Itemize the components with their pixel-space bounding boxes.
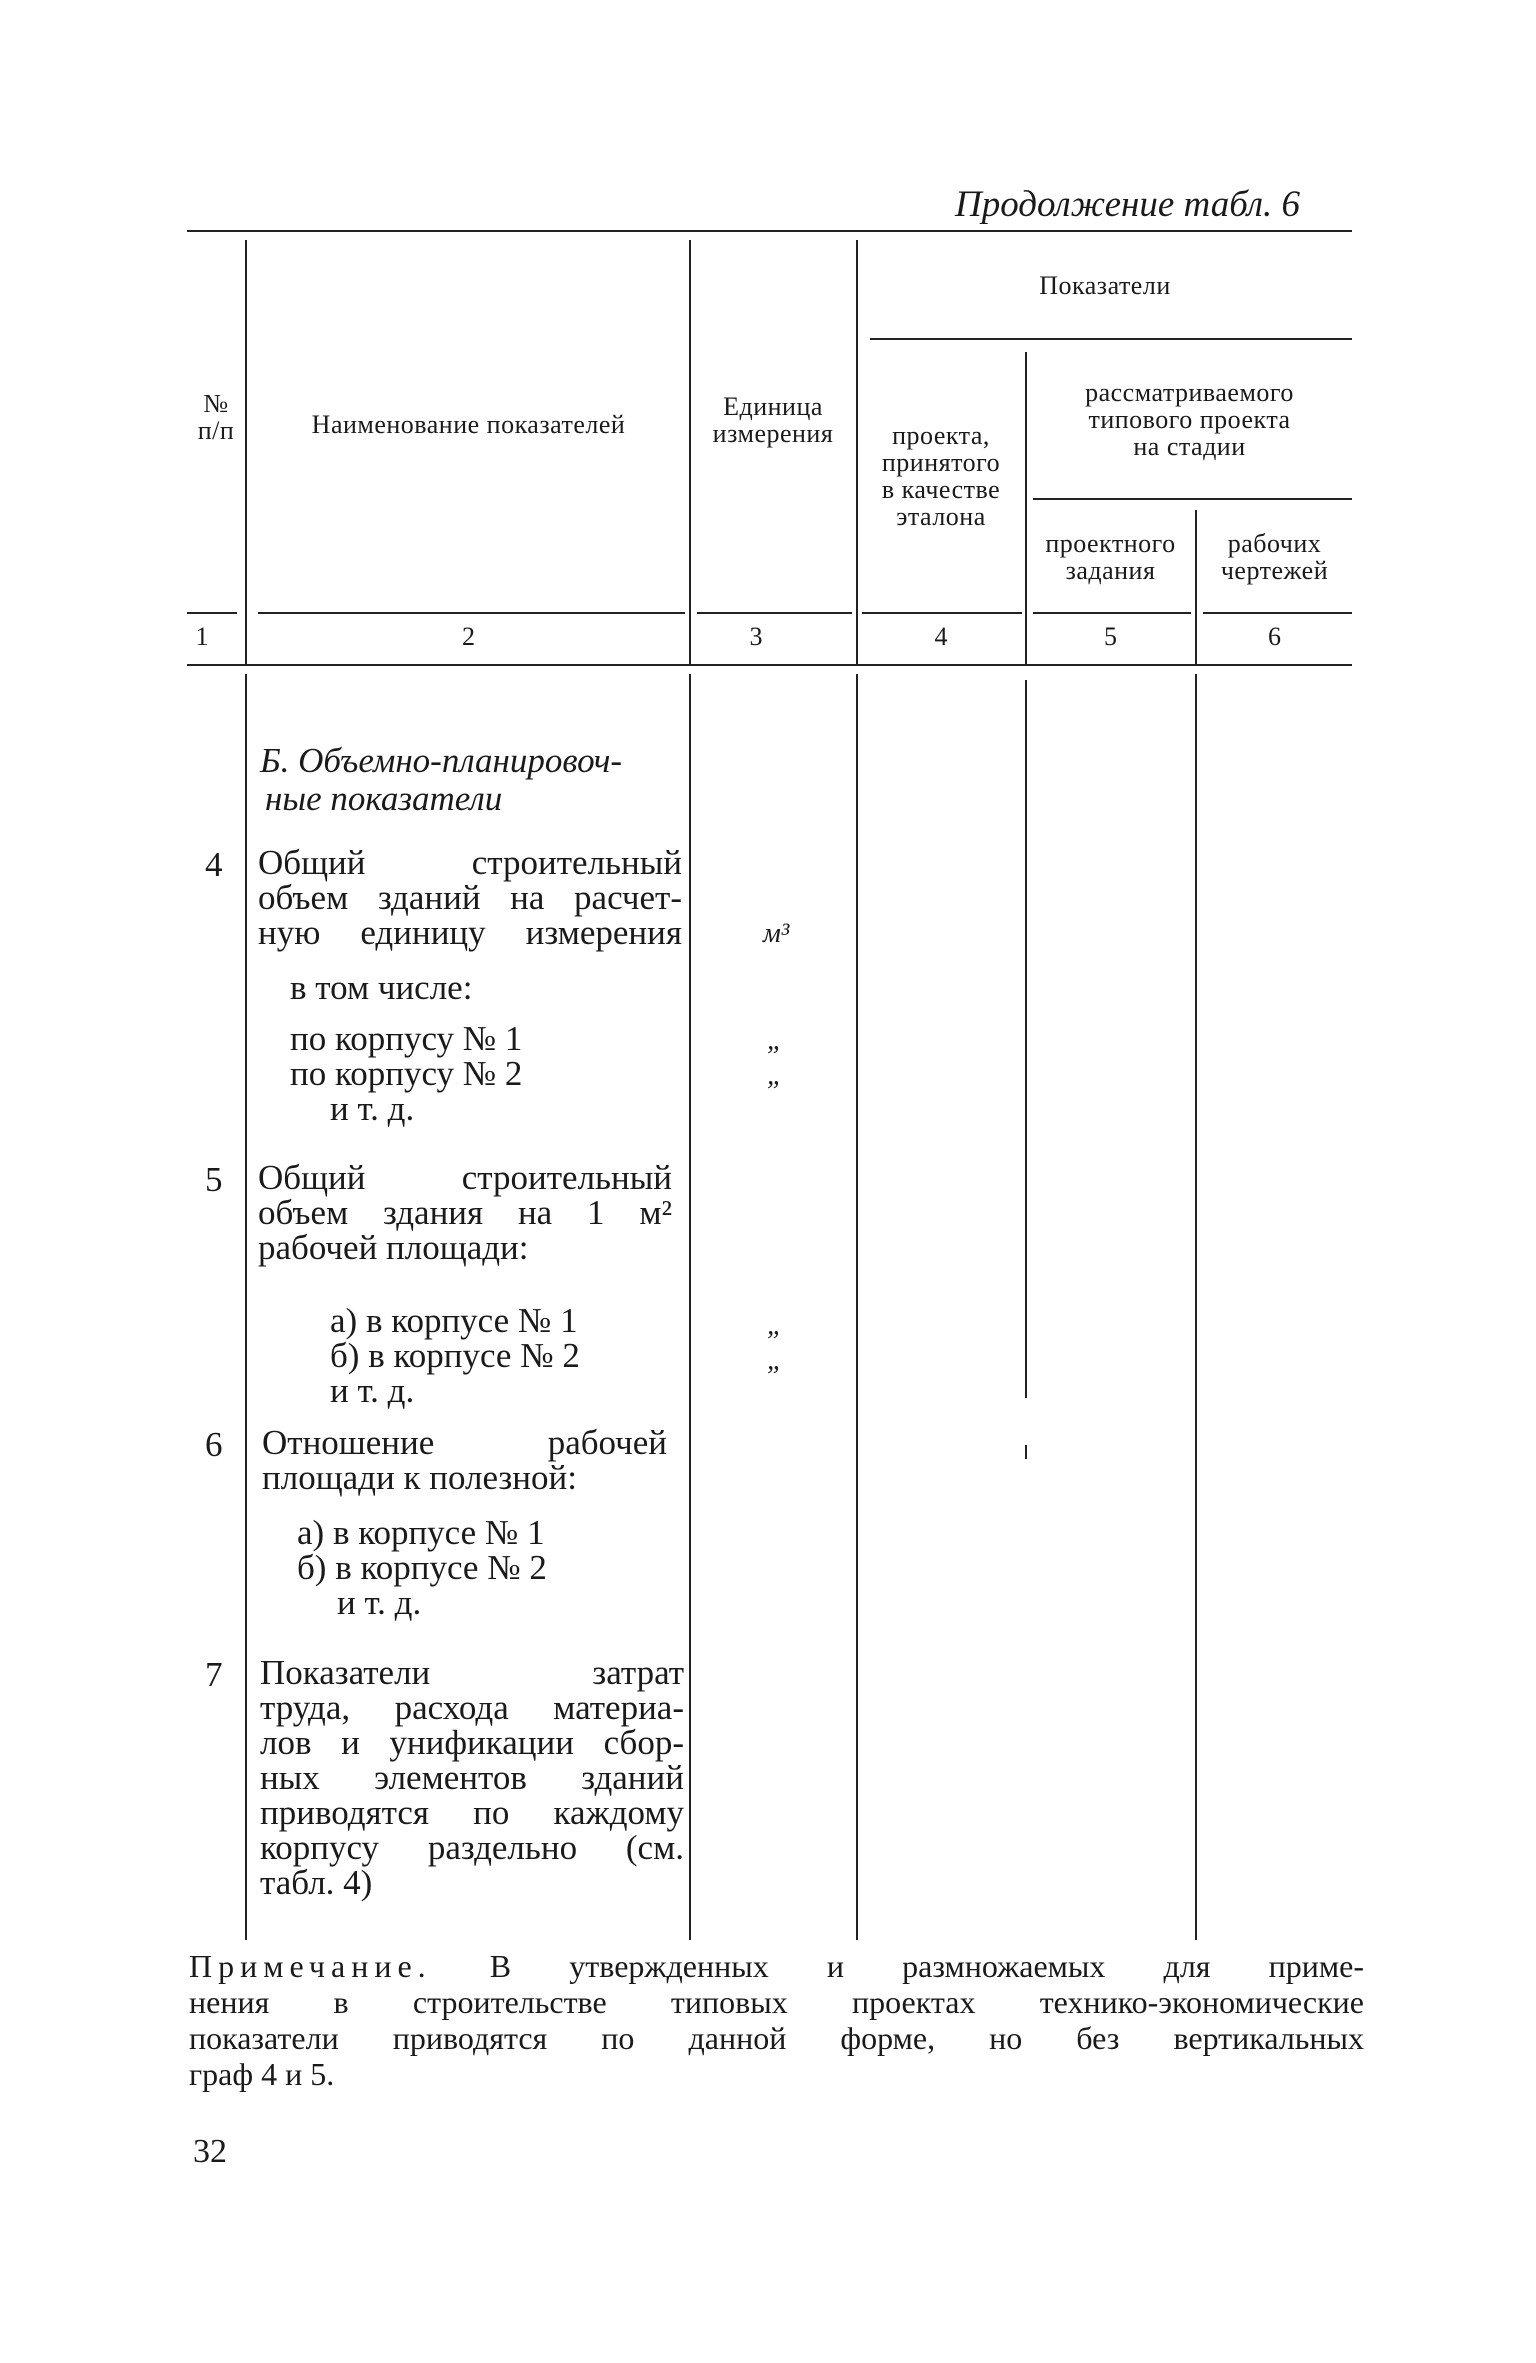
row-4-unit: м³: [763, 918, 790, 949]
ditto-mark: „: [767, 1310, 783, 1341]
header-indicators: Показатели: [1039, 271, 1171, 300]
row-7-text: Показатели затрат труда, расхода материа- лов и унификации сбор- ных элементов зданий приводятся по каждому корпусу раздельно (см. табл. 4): [260, 1653, 684, 1902]
ditto-mark: „: [767, 1345, 783, 1376]
page-number: 32: [193, 2133, 227, 2170]
header-number: № п/п: [197, 389, 235, 445]
row-6-sub-items: а) в корпусе № 1 б) в корпусе № 2 и т. д.: [297, 1513, 547, 1622]
column-number: 2: [462, 622, 475, 651]
row-number: 6: [205, 1425, 223, 1464]
row-number: 5: [205, 1160, 223, 1199]
column-number: 4: [934, 622, 948, 651]
ditto-mark: „: [767, 1025, 783, 1056]
column-number: 3: [749, 622, 763, 651]
row-4-sub-items: по корпусу № 1 по корпусу № 2 и т. д.: [290, 1019, 523, 1128]
header-working-drawings: рабочих чертежей: [1220, 529, 1329, 585]
header-design-task: проектного задания: [1045, 529, 1176, 585]
row-5-sub-items: а) в корпусе № 1 б) в корпусе № 2 и т. д.: [330, 1301, 580, 1410]
row-4-text: Общий строительный объем зданий на расчет- ную единицу измерения: [258, 843, 682, 952]
ditto-mark: „: [767, 1060, 783, 1091]
header-considered-project: рассматриваемого типового проекта на стадии: [1085, 378, 1294, 461]
header-reference-project: проекта, принятого в качестве эталона: [881, 421, 1001, 531]
column-number: 6: [1268, 622, 1281, 651]
table-caption: Продолжение табл. 6: [955, 184, 1301, 225]
row-6-text: Отношение рабочей площади к полезной:: [262, 1423, 667, 1497]
table-note: Примечание. В утвержденных и размножаемых для приме- нения в строительстве типовых проектах технико-экономические показатели приводятся по данной форме, но без вертикальных граф 4 и 5.: [189, 1948, 1365, 2092]
section-title: Б. Объемно-планировоч- ные показатели: [260, 741, 623, 818]
row-4-sub-intro: в том числе:: [290, 968, 473, 1007]
row-5-text: Общий строительный объем здания на 1 м² рабочей площади:: [258, 1158, 672, 1267]
note-label: Примечание.: [189, 1948, 432, 1984]
header-unit: Единица измерения: [712, 392, 834, 448]
header-name: Наименование показателей: [311, 410, 626, 439]
row-number: 4: [205, 845, 223, 884]
column-number: 1: [195, 622, 209, 651]
column-number: 5: [1104, 622, 1117, 651]
row-number: 7: [205, 1655, 223, 1694]
